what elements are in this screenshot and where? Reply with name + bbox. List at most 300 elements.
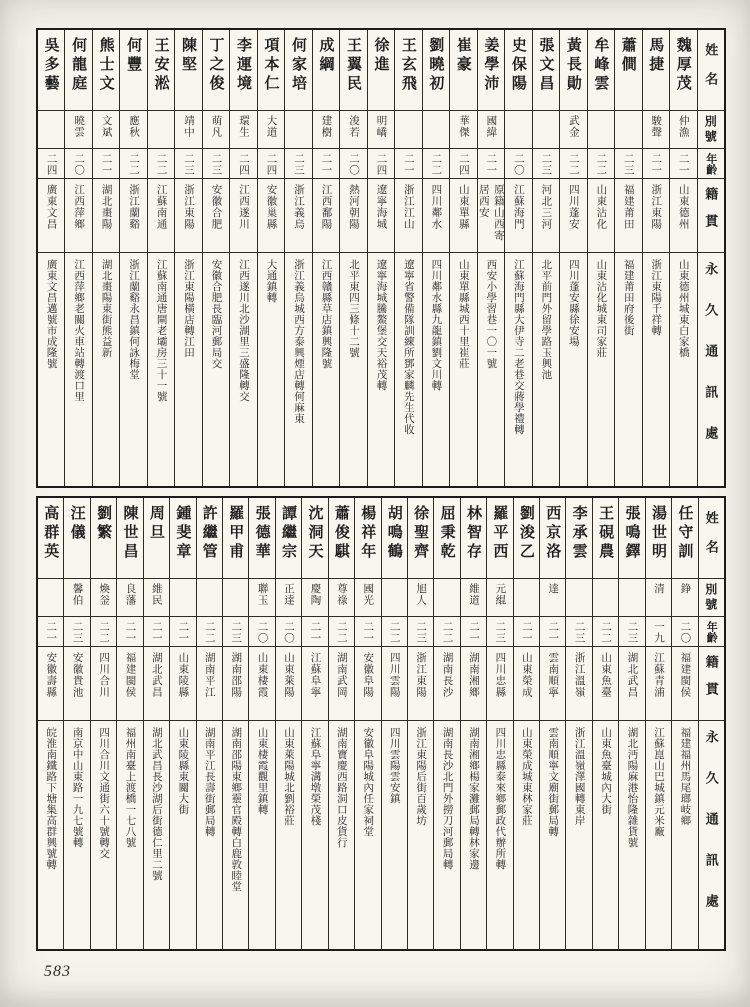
person-address: 皖淮南鐵路下塘集高群興號轉 (38, 720, 63, 949)
person-age: 二四 (38, 148, 64, 178)
person-column (328, 498, 354, 949)
person-native-place: 江蘇阜寧 (302, 646, 327, 720)
person-age: 二一 (302, 616, 327, 646)
person-name: 劉曉初 (427, 37, 444, 94)
person-name: 湯世明 (649, 505, 666, 562)
person-name: 丁之俊 (207, 37, 224, 94)
person-age: 二二 (329, 616, 354, 646)
person-column (513, 498, 539, 949)
person-address: 山東棲霞觀里鎮轉 (249, 720, 274, 949)
person-address: 江蘇阜寧溝墩榮茂棧 (302, 720, 327, 949)
person-native-place: 河北三河 (533, 178, 559, 252)
person-age: 二一 (170, 616, 195, 646)
person-name: 何家培 (289, 37, 306, 94)
person-address: 浙江溫嶺澤國轉東岸 (566, 720, 591, 949)
person-address: 山東單縣城西十里崔莊 (450, 252, 476, 486)
person-name: 劉繁 (95, 505, 112, 543)
person-address: 湖北武昌長沙湖后街德仁里二號 (144, 720, 169, 949)
person-alias: 正達 (276, 578, 301, 616)
person-column (587, 30, 614, 486)
person-age: 二三 (64, 616, 89, 646)
person-name: 王玄飛 (399, 37, 416, 94)
person-alias: 馨伯 (64, 578, 89, 616)
person-alias: 華傑 (450, 110, 476, 148)
person-name: 張鳴鐸 (623, 505, 640, 562)
person-name: 崔豪 (454, 37, 471, 75)
person-column (504, 30, 531, 486)
person-name: 李運境 (235, 37, 252, 94)
person-column (92, 30, 119, 486)
person-native-place: 湖北棗陽 (93, 178, 119, 252)
person-column (559, 30, 586, 486)
person-alias: 國緯 (478, 110, 504, 148)
person-address: 山東魚臺城內大街 (593, 720, 618, 949)
person-age: 二二 (560, 148, 586, 178)
person-name: 西京洛 (544, 505, 561, 562)
person-age: 二一 (540, 616, 565, 646)
person-address: 福建福州馬尾瑯岐鄉 (672, 720, 697, 949)
person-age: 二〇 (340, 148, 366, 178)
directory-table-top (36, 28, 726, 488)
person-alias: 浚若 (340, 110, 366, 148)
person-alias: 旭人 (408, 578, 433, 616)
person-age: 二二 (434, 616, 459, 646)
person-address: 四川雲陽雲安鎮 (382, 720, 407, 949)
person-native-place: 四川雲陽 (382, 646, 407, 720)
person-column (64, 30, 91, 486)
person-age: 二三 (615, 148, 641, 178)
person-native-place: 福建閩侯 (672, 646, 697, 720)
person-column (565, 498, 591, 949)
person-name: 牟峰雲 (592, 37, 609, 94)
person-name: 李承雲 (570, 505, 587, 562)
person-address: 江西萍鄉老關火車站轉渡口里 (65, 252, 91, 486)
person-age: 二三 (619, 616, 644, 646)
person-column (248, 498, 274, 949)
person-alias: 文斌 (93, 110, 119, 148)
person-column (169, 498, 195, 949)
person-address: 安徽阜陽城內任家祠堂 (355, 720, 380, 949)
person-name: 楊祥年 (359, 505, 376, 562)
person-column (381, 498, 407, 949)
person-address: 湖南湘鄉楊家灘郵局轉林家邊 (461, 720, 486, 949)
person-address: 四川忠縣泰來鄉郵政代辦所轉 (487, 720, 512, 949)
person-native-place: 安徽貴池 (64, 646, 89, 720)
person-alias: 萌凡 (203, 110, 229, 148)
person-age: 二三 (223, 616, 248, 646)
person-address: 南京中山東路一九七號轉 (64, 720, 89, 949)
header-address: 永久通訊處 (699, 720, 724, 949)
person-alias: 靖中 (175, 110, 201, 148)
person-name: 蕭僴 (619, 37, 636, 75)
person-native-place: 浙江義烏 (285, 178, 311, 252)
person-native-place: 四川合川 (91, 646, 116, 720)
person-native-place: 原籍山西寄居西安 (478, 178, 504, 252)
person-age: 二一 (514, 616, 539, 646)
person-name: 羅甲甫 (227, 505, 244, 562)
person-name: 王硯農 (597, 505, 614, 562)
person-address: 江西遂川北沙湖里三盛隆轉交 (230, 252, 256, 486)
header-column (698, 498, 724, 949)
person-address: 北平前門外留學路玉興池 (533, 252, 559, 486)
person-column (433, 498, 459, 949)
person-alias: 建樹 (313, 110, 339, 148)
person-column (669, 30, 696, 486)
person-age: 二一 (670, 148, 696, 178)
person-column (301, 498, 327, 949)
person-address: 山東陵縣東關大街 (170, 720, 195, 949)
person-address: 山東德州城東白家橋 (670, 252, 696, 486)
person-name: 羅平西 (491, 505, 508, 562)
person-alias (505, 110, 531, 148)
person-age: 二四 (258, 148, 284, 178)
person-column (38, 498, 63, 949)
person-age: 二〇 (276, 616, 301, 646)
person-column (618, 498, 644, 949)
person-address: 江西贛縣草店鎮興隆號 (313, 252, 339, 486)
person-age: 二一 (395, 148, 421, 178)
person-age: 二一 (38, 616, 63, 646)
person-native-place: 四川蓬安 (560, 178, 586, 252)
person-alias: 良藩 (117, 578, 142, 616)
person-alias: 維道 (461, 578, 486, 616)
person-age: 二三 (533, 148, 559, 178)
person-native-place: 湖南邵陽 (223, 646, 248, 720)
person-address: 廣東文昌邁號市成隆號 (38, 252, 64, 486)
person-alias (395, 110, 421, 148)
person-column (642, 30, 669, 486)
person-column (477, 30, 504, 486)
person-address: 江蘇崑山巴城鎮元米廠 (646, 720, 671, 949)
person-alias: 維民 (144, 578, 169, 616)
person-address: 山東沾化城東司家莊 (588, 252, 614, 486)
header-alias: 別號 (699, 578, 724, 616)
person-alias (434, 578, 459, 616)
person-native-place: 山東沾化 (588, 178, 614, 252)
person-name: 姜學沛 (482, 37, 499, 94)
person-name: 高群英 (42, 505, 59, 562)
person-column (645, 498, 671, 949)
person-alias (197, 578, 222, 616)
person-alias: 明嶠 (368, 110, 394, 148)
person-alias (38, 110, 64, 148)
person-native-place: 山東魚臺 (593, 646, 618, 720)
person-address: 浙江東陽后街百歲坊 (408, 720, 433, 949)
person-name: 陳世昌 (121, 505, 138, 562)
person-age: 二二 (120, 148, 146, 178)
person-native-place: 浙江溫嶺 (566, 646, 591, 720)
header-name: 姓名 (703, 43, 719, 101)
person-native-place: 浙江江山 (395, 178, 421, 252)
person-native-place: 江西萍鄉 (65, 178, 91, 252)
person-name: 何龍庭 (70, 37, 87, 94)
person-column (116, 498, 142, 949)
person-alias (588, 110, 614, 148)
person-alias (615, 110, 641, 148)
person-column (147, 30, 174, 486)
person-column (257, 30, 284, 486)
person-native-place: 山東陵縣 (170, 646, 195, 720)
person-native-place: 浙江東陽 (643, 178, 669, 252)
person-native-place: 福建閩侯 (117, 646, 142, 720)
person-alias: 元緄 (487, 578, 512, 616)
person-age: 二三 (285, 148, 311, 178)
person-name: 林智存 (464, 505, 481, 562)
person-alias: 慶陶 (302, 578, 327, 616)
person-address: 湖北棗陽東街熊益新 (93, 252, 119, 486)
person-native-place: 浙江東陽 (408, 646, 433, 720)
person-column (539, 498, 565, 949)
person-address: 湖南寶慶西路洞口皮貨行 (329, 720, 354, 949)
person-column (275, 498, 301, 949)
person-column (614, 30, 641, 486)
person-column (407, 498, 433, 949)
person-column (229, 30, 256, 486)
person-address: 浙江東陽橫店轉江田 (175, 252, 201, 486)
person-name: 徐聖齊 (412, 505, 429, 562)
person-name: 劉浚乙 (517, 505, 534, 562)
person-address: 湖北沔陽麻港怡隆雜貨號 (619, 720, 644, 949)
person-age: 二一 (93, 148, 119, 178)
person-native-place: 安徽巢縣 (258, 178, 284, 252)
person-name: 鍾斐章 (174, 505, 191, 562)
person-native-place: 湖南長沙 (434, 646, 459, 720)
person-name: 王翼民 (344, 37, 361, 94)
person-address: 浙江蘭谿永昌鎮何詠梅堂 (120, 252, 146, 486)
person-column (339, 30, 366, 486)
person-column (196, 498, 222, 949)
person-age: 二三 (175, 148, 201, 178)
person-native-place: 江蘇青浦 (646, 646, 671, 720)
person-name: 黃長勛 (564, 37, 581, 94)
person-age: 一九 (646, 616, 671, 646)
person-column (63, 498, 89, 949)
page-number: 583 (44, 963, 71, 980)
person-address: 湖南邵陽東鄉靈官殿轉白鹿敦睦堂 (223, 720, 248, 949)
header-native: 籍貫 (698, 178, 724, 252)
person-age: 二四 (368, 148, 394, 178)
person-native-place: 湖北武昌 (144, 646, 169, 720)
person-native-place: 山東德州 (670, 178, 696, 252)
person-age: 二一 (461, 616, 486, 646)
person-native-place: 山東萊陽 (276, 646, 301, 720)
person-address: 雲南順寧文廟街郵局轉 (540, 720, 565, 949)
person-column (449, 30, 476, 486)
person-name: 成綱 (317, 37, 334, 75)
person-name: 熊士文 (97, 37, 114, 94)
person-column (312, 30, 339, 486)
person-alias: 聯玉 (249, 578, 274, 616)
person-name: 沈洞天 (306, 505, 323, 562)
person-alias (533, 110, 559, 148)
person-name: 魏厚茂 (674, 37, 691, 94)
person-alias (566, 578, 591, 616)
person-native-place: 安徽合肥 (203, 178, 229, 252)
person-age: 二一 (117, 616, 142, 646)
person-alias: 曉雲 (65, 110, 91, 148)
person-alias: 煥釡 (91, 578, 116, 616)
person-age: 二四 (450, 148, 476, 178)
person-native-place: 山東榮成 (514, 646, 539, 720)
person-alias: 國光 (355, 578, 380, 616)
person-alias: 武金 (560, 110, 586, 148)
person-column (119, 30, 146, 486)
header-native: 籍貫 (699, 646, 724, 720)
person-native-place: 湖南平江 (197, 646, 222, 720)
person-column (284, 30, 311, 486)
person-alias: 尊祿 (329, 578, 354, 616)
person-column (143, 498, 169, 949)
person-column (354, 498, 380, 949)
person-alias (382, 578, 407, 616)
person-name: 胡鳴鶴 (385, 505, 402, 562)
person-age: 二四 (230, 148, 256, 178)
person-native-place: 安徽阜陽 (355, 646, 380, 720)
person-age: 二三 (487, 616, 512, 646)
header-age: 年齡 (699, 616, 724, 646)
person-address: 福建莆田府後街 (615, 252, 641, 486)
person-age: 二二 (148, 148, 174, 178)
person-alias (285, 110, 311, 148)
person-native-place: 熱河朝陽 (340, 178, 366, 252)
person-address: 山東萊陽城北劉裕莊 (276, 720, 301, 949)
person-native-place: 湖北武昌 (619, 646, 644, 720)
person-name: 汪儀 (68, 505, 85, 543)
person-address: 浙江義烏城西方泰興煙店轉何麻東 (285, 252, 311, 486)
person-name: 陳堅 (180, 37, 197, 75)
directory-table-bottom (36, 496, 726, 951)
person-column (422, 30, 449, 486)
person-age: 二〇 (672, 616, 697, 646)
person-name: 蕭俊騏 (332, 505, 349, 562)
person-age: 二一 (478, 148, 504, 178)
person-column (174, 30, 201, 486)
person-native-place: 江西鄱陽 (313, 178, 339, 252)
person-column (90, 498, 116, 949)
person-alias: 大道 (258, 110, 284, 148)
person-name: 史保陽 (509, 37, 526, 94)
person-name: 項本仁 (262, 37, 279, 94)
person-native-place: 福建莆田 (615, 178, 641, 252)
person-column (486, 498, 512, 949)
person-name: 何豐 (125, 37, 142, 75)
person-alias (38, 578, 63, 616)
person-name: 許繼管 (200, 505, 217, 562)
person-age: 二〇 (505, 148, 531, 178)
person-address: 遼寧省警備隊訓練所鄧家麟先生代收 (395, 252, 421, 486)
person-name: 吳多藝 (42, 37, 59, 94)
person-name: 屈秉乾 (438, 505, 455, 562)
person-alias: 錚 (672, 578, 697, 616)
person-alias: 應秋 (120, 110, 146, 148)
person-name: 張文昌 (537, 37, 554, 94)
person-age: 二三 (408, 616, 433, 646)
person-column (460, 498, 486, 949)
person-address: 四川鄰水縣九龍鎮劉文川轉 (423, 252, 449, 486)
person-alias (170, 578, 195, 616)
person-column (202, 30, 229, 486)
person-address: 大通鎮轉 (258, 252, 284, 486)
person-alias: 仲漁 (670, 110, 696, 148)
person-name: 王安淞 (152, 37, 169, 94)
person-alias (423, 110, 449, 148)
person-alias (514, 578, 539, 616)
person-address: 北平東四三條十二號 (340, 252, 366, 486)
person-address: 湖南長沙北門外撈刀河郵局轉 (434, 720, 459, 949)
person-age: 二二 (382, 616, 407, 646)
person-address: 西安小學習巷一〇一號 (478, 252, 504, 486)
person-alias: 清 (646, 578, 671, 616)
person-column (367, 30, 394, 486)
person-native-place: 廣東文昌 (38, 178, 64, 252)
person-address: 安徽合肥長臨河郵局交 (203, 252, 229, 486)
header-address: 永久通訊處 (698, 252, 724, 486)
person-native-place: 遼寧海城 (368, 178, 394, 252)
person-age: 二〇 (249, 616, 274, 646)
person-age: 二二 (423, 148, 449, 178)
person-name: 任守訓 (676, 505, 693, 562)
person-alias: 駿聲 (643, 110, 669, 148)
person-native-place: 江蘇海門 (505, 178, 531, 252)
person-native-place: 安徽壽縣 (38, 646, 63, 720)
person-column (592, 498, 618, 949)
header-name: 姓名 (703, 511, 719, 569)
person-name: 周旦 (147, 505, 164, 543)
person-alias (223, 578, 248, 616)
person-alias (593, 578, 618, 616)
person-native-place: 江蘇南通 (148, 178, 174, 252)
person-column (222, 498, 248, 949)
person-address: 湖南平江長壽街郵局轉 (197, 720, 222, 949)
person-column (671, 498, 697, 949)
person-name: 馬捷 (647, 37, 664, 75)
header-column (697, 30, 724, 486)
person-native-place: 四川鄰水 (423, 178, 449, 252)
person-alias: 達 (540, 578, 565, 616)
person-alias (148, 110, 174, 148)
person-name: 張德華 (253, 505, 270, 562)
person-address: 山東榮成城東林家莊 (514, 720, 539, 949)
person-address: 四川合川文通街六十號轉交 (91, 720, 116, 949)
person-alias (619, 578, 644, 616)
person-column (532, 30, 559, 486)
person-address: 遼寧海城騰鰲堡交天裕茂轉 (368, 252, 394, 486)
person-address: 福州南臺上渡橋一七八號 (117, 720, 142, 949)
person-age: 二一 (313, 148, 339, 178)
person-age: 二二 (91, 616, 116, 646)
person-column (394, 30, 421, 486)
person-alias: 環生 (230, 110, 256, 148)
person-native-place: 湖南武岡 (329, 646, 354, 720)
person-column (38, 30, 64, 486)
person-age: 二三 (203, 148, 229, 178)
person-age: 二二 (593, 616, 618, 646)
person-age: 二一 (643, 148, 669, 178)
person-address: 浙江東陽千祥轉 (643, 252, 669, 486)
person-native-place: 浙江蘭谿 (120, 178, 146, 252)
person-address: 四川蓬安縣徐安場 (560, 252, 586, 486)
person-age: 二二 (197, 616, 222, 646)
person-age: 二二 (588, 148, 614, 178)
person-native-place: 浙江東陽 (175, 178, 201, 252)
person-age: 二三 (566, 616, 591, 646)
person-age: 二一 (144, 616, 169, 646)
person-native-place: 雲南順寧 (540, 646, 565, 720)
person-address: 江蘇南通唐閘老壩房三十一號 (148, 252, 174, 486)
header-age: 年齡 (698, 148, 724, 178)
person-native-place: 湖南湘鄉 (461, 646, 486, 720)
person-age: 二〇 (65, 148, 91, 178)
